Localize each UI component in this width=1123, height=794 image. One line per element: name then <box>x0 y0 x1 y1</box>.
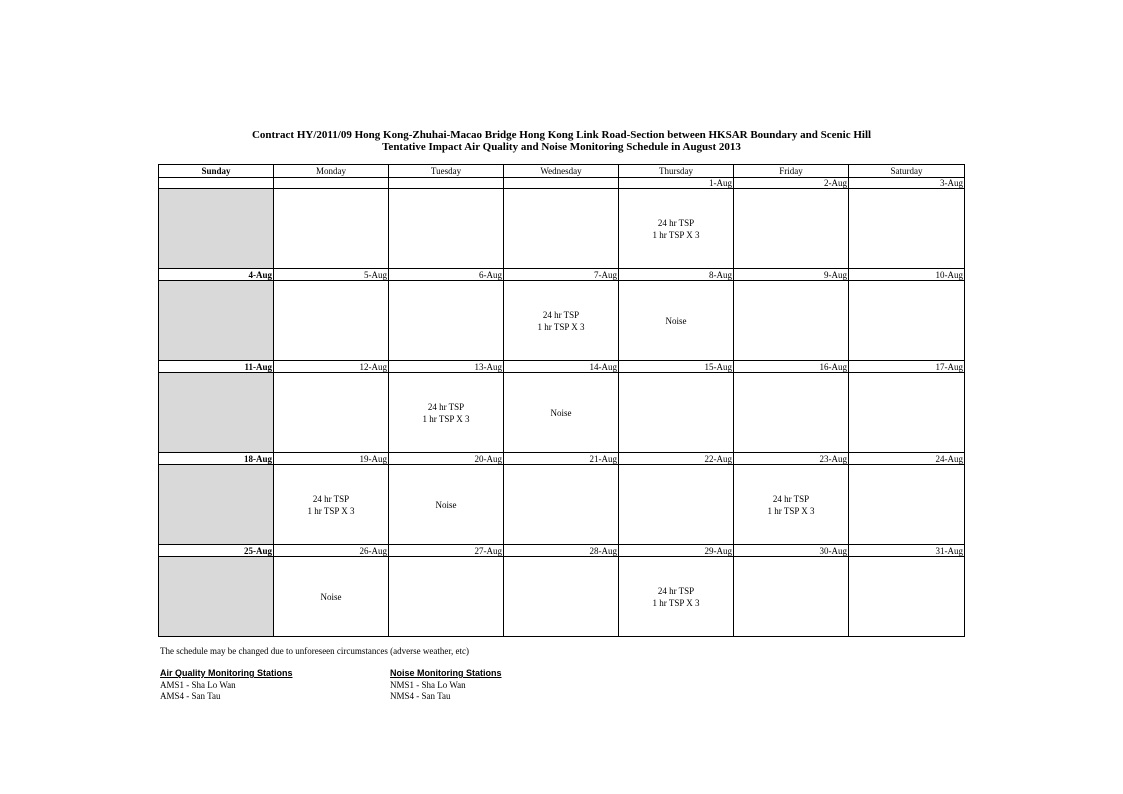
day-cell <box>159 557 274 637</box>
date-row <box>159 361 965 373</box>
date-cell: 12-Aug <box>274 361 389 373</box>
day-cell <box>389 373 504 453</box>
weekday-header: Monday <box>274 165 389 178</box>
station-item: AMS4 - San Tau <box>160 691 221 701</box>
day-cell <box>159 465 274 545</box>
date-cell: 23-Aug <box>734 453 849 465</box>
day-cell <box>619 465 734 545</box>
date-cell: 3-Aug <box>849 178 965 189</box>
date-cell: 27-Aug <box>389 545 504 557</box>
monitoring-activity: 24 hr TSP <box>772 493 810 504</box>
monitoring-activity: Noise <box>320 591 342 602</box>
monitoring-activity: 24 hr TSP <box>657 585 695 596</box>
day-cell <box>389 465 504 545</box>
weekday-header: Tuesday <box>389 165 504 178</box>
monitoring-activity: Noise <box>435 499 457 510</box>
weekday-header: Sunday <box>159 165 274 178</box>
activity-row <box>159 373 965 453</box>
weekday-header: Wednesday <box>504 165 619 178</box>
monitoring-activity: Noise <box>665 315 687 326</box>
day-cell <box>619 557 734 637</box>
activity-row <box>159 189 965 269</box>
activity-row <box>159 557 965 637</box>
day-cell <box>274 557 389 637</box>
date-cell: 22-Aug <box>619 453 734 465</box>
date-cell: 6-Aug <box>389 269 504 281</box>
date-cell: 14-Aug <box>504 361 619 373</box>
day-cell <box>159 189 274 269</box>
station-item: NMS1 - Sha Lo Wan <box>390 680 466 690</box>
date-cell: 21-Aug <box>504 453 619 465</box>
day-cell <box>274 465 389 545</box>
date-row <box>159 178 965 189</box>
date-cell: 30-Aug <box>734 545 849 557</box>
monitoring-activity: 1 hr TSP X 3 <box>767 505 815 516</box>
date-cell: 25-Aug <box>159 545 274 557</box>
day-cell <box>389 281 504 361</box>
air-quality-heading: Air Quality Monitoring Stations <box>160 668 293 678</box>
day-cell <box>504 373 619 453</box>
date-cell: 9-Aug <box>734 269 849 281</box>
date-cell: 11-Aug <box>159 361 274 373</box>
date-cell: 2-Aug <box>734 178 849 189</box>
day-cell <box>849 189 965 269</box>
date-cell <box>274 178 389 189</box>
date-cell: 19-Aug <box>274 453 389 465</box>
day-cell <box>274 373 389 453</box>
date-cell: 16-Aug <box>734 361 849 373</box>
monitoring-activity: 24 hr TSP <box>312 493 350 504</box>
monitoring-activity: 1 hr TSP X 3 <box>652 229 700 240</box>
monitoring-activity: 24 hr TSP <box>427 401 465 412</box>
title-line-2: Tentative Impact Air Quality and Noise Monitoring Schedule in August 2013 <box>382 141 741 153</box>
date-cell <box>504 178 619 189</box>
day-cell <box>504 189 619 269</box>
date-cell: 17-Aug <box>849 361 965 373</box>
day-cell <box>504 465 619 545</box>
date-cell: 1-Aug <box>619 178 734 189</box>
date-row <box>159 545 965 557</box>
monitoring-activity: 24 hr TSP <box>542 309 580 320</box>
day-cell <box>619 281 734 361</box>
date-cell: 10-Aug <box>849 269 965 281</box>
weekday-header: Friday <box>734 165 849 178</box>
day-cell <box>619 189 734 269</box>
date-cell <box>389 178 504 189</box>
schedule-calendar <box>158 164 965 637</box>
monitoring-activity: 1 hr TSP X 3 <box>307 505 355 516</box>
date-cell: 7-Aug <box>504 269 619 281</box>
activity-row <box>159 281 965 361</box>
monitoring-activity: Noise <box>550 407 572 418</box>
activity-row <box>159 465 965 545</box>
date-cell: 18-Aug <box>159 453 274 465</box>
noise-legend <box>390 668 502 702</box>
monitoring-activity: 1 hr TSP X 3 <box>422 413 470 424</box>
day-cell <box>734 557 849 637</box>
day-cell <box>849 557 965 637</box>
weekday-header: Saturday <box>849 165 965 178</box>
day-cell <box>849 281 965 361</box>
noise-heading: Noise Monitoring Stations <box>390 668 502 678</box>
date-cell: 4-Aug <box>159 269 274 281</box>
date-cell: 15-Aug <box>619 361 734 373</box>
date-cell: 24-Aug <box>849 453 965 465</box>
weekday-header-row <box>159 165 965 178</box>
station-item: AMS1 - Sha Lo Wan <box>160 680 236 690</box>
monitoring-activity: 1 hr TSP X 3 <box>537 321 585 332</box>
date-cell: 13-Aug <box>389 361 504 373</box>
date-cell <box>159 178 274 189</box>
date-cell: 8-Aug <box>619 269 734 281</box>
day-cell <box>734 281 849 361</box>
day-cell <box>504 281 619 361</box>
day-cell <box>159 281 274 361</box>
day-cell <box>274 189 389 269</box>
day-cell <box>734 189 849 269</box>
weekday-header: Thursday <box>619 165 734 178</box>
date-row <box>159 269 965 281</box>
schedule-note: The schedule may be changed due to unforeseen circumstances (adverse weather, etc) <box>160 646 469 656</box>
day-cell <box>274 281 389 361</box>
monitoring-activity: 1 hr TSP X 3 <box>652 597 700 608</box>
day-cell <box>619 373 734 453</box>
date-cell: 5-Aug <box>274 269 389 281</box>
day-cell <box>849 373 965 453</box>
day-cell <box>504 557 619 637</box>
day-cell <box>159 373 274 453</box>
date-cell: 29-Aug <box>619 545 734 557</box>
day-cell <box>389 189 504 269</box>
title-line-1: Contract HY/2011/09 Hong Kong-Zhuhai-Macao Bridge Hong Kong Link Road-Section between HKSAR Boundary and Scenic Hill <box>251 129 872 141</box>
date-cell: 26-Aug <box>274 545 389 557</box>
air-quality-legend <box>160 668 293 702</box>
date-cell: 20-Aug <box>389 453 504 465</box>
day-cell <box>734 465 849 545</box>
day-cell <box>849 465 965 545</box>
day-cell <box>734 373 849 453</box>
date-cell: 28-Aug <box>504 545 619 557</box>
date-cell: 31-Aug <box>849 545 965 557</box>
monitoring-activity: 24 hr TSP <box>657 217 695 228</box>
station-item: NMS4 - San Tau <box>390 691 451 701</box>
date-row <box>159 453 965 465</box>
day-cell <box>389 557 504 637</box>
